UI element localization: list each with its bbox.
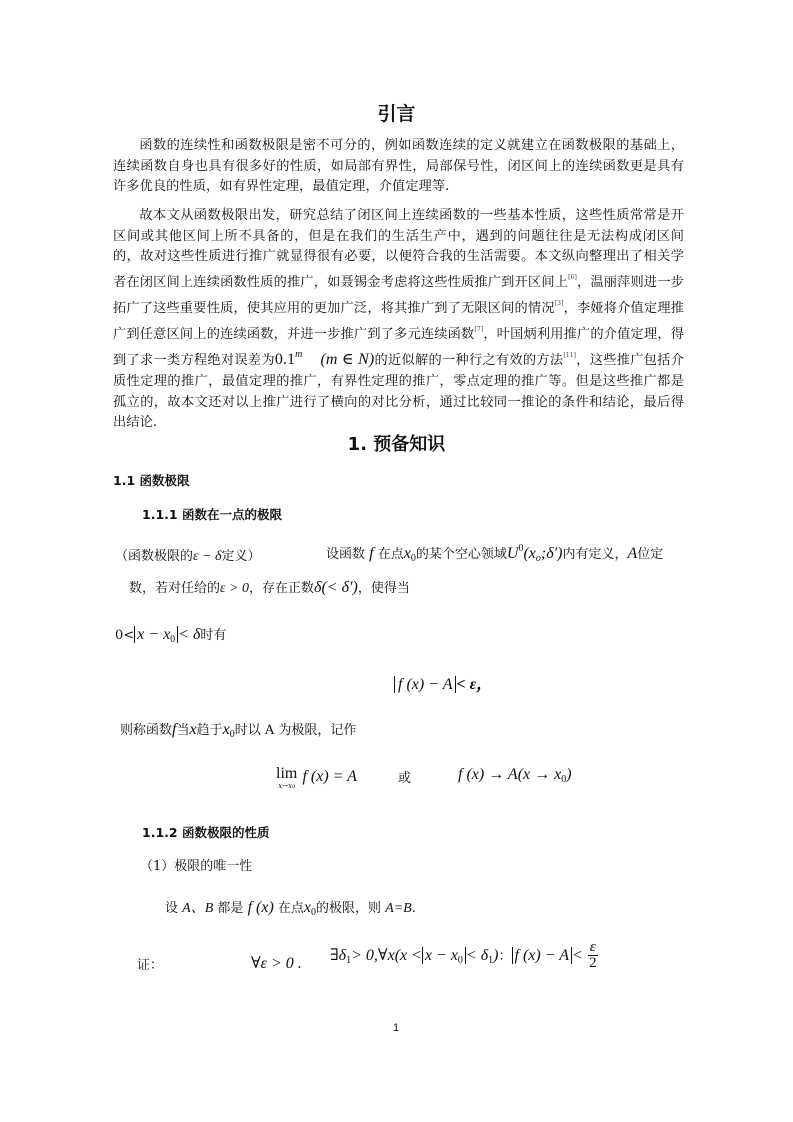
m-in-n-math: (m ∈ N) <box>320 351 375 369</box>
citation-11: [11] <box>563 352 577 360</box>
property-1-statement: 设 A、B 都是 f (x) 在点$x_0$的极限，则 A=B. <box>165 899 416 918</box>
intro-p2-text-b: ，温丽萍则进一步拓广了这些重要性质，使其应用的更加广泛，将其推广到了无限区间的情况 <box>113 275 684 316</box>
intro-p2-text-c: ，李娅将介值定理推广到任意区间上的连续函数，并进一步推广到了多元连续函数 <box>113 300 684 342</box>
intro-paragraph-2 <box>113 206 684 434</box>
intro-p2-text-f: ，这些推广包括介质性定理的推广，最值定理的推广，有界性定理的推广，零点定理的推广等。但是这些推广都是孤立的，故本文还对以上推广进行了横向的对比分析，通过比较同一推论的条件和结论，最后得出结论. <box>113 353 684 431</box>
inequality-display: f (x) − A < ε， <box>394 671 492 694</box>
citation-6: [6] <box>568 274 577 282</box>
error-bound-math: 0.1$^m$ <box>274 349 303 369</box>
subsection-1-1: 1.1 函数极限 <box>113 473 190 488</box>
intro-p2-text-e: 的近似解的一种行之有效的方法 <box>374 353 564 369</box>
conclusion-line: 则称函数f当x趋于$x_0$时以 A 为极限，记作 <box>120 721 357 740</box>
citation-7: [7] <box>474 325 484 333</box>
definition-line-1-right: 设函数 f 在点$x_0$的某个空心领域$U^0(x_o;\delta')$内有定义，A位定 <box>326 543 664 564</box>
limit-display: lim x→x0 f (x) = A <box>276 765 357 790</box>
proof-forall: ∀ε > 0 . <box>251 955 302 972</box>
arrow-display: f $(x) \to A(x \to x_0)$ <box>458 766 572 785</box>
intro-paragraph-1: 函数的连续性和函数极限是密不可分的，例如函数连续的定义就建立在函数极限的基础上，连续函数自身也具有很多好的性质，如局部有界性，局部保号性，闭区间上的连续函数更是具有许多优良的性质，如有界性定理，最值定理，介值定理等. <box>113 138 684 195</box>
definition-line-1: （函数极限的ε − δ定义） <box>115 549 261 564</box>
citation-3: [3] <box>554 299 564 307</box>
definition-line-2: 数，若对任给的ε > 0，存在正数δ(< δ′)，使得当 <box>129 579 410 596</box>
subsection-1-1-1: 1.1.1 函数在一点的极限 <box>142 507 282 522</box>
or-word: 或 <box>398 771 412 786</box>
intro-p2-text-a: 故本文从函数极限出发，研究总结了闭区间上连续函数的一些基本性质，这些性质常常是开区间或其他区间上所不具备的，但是在我们的生活生产中，遇到的问题往往是无法构成闭区间的，故对这些性质进行推广就显得很有必要，以便符合我的生活需要。本文纵向整理出了相关学者在闭区间上连续函数性质的推广，如聂锡金考虑将这些性质推广到开区间上 <box>113 208 684 291</box>
condition-line: $0< x - x_0 < \delta$时有 <box>115 626 227 645</box>
intro-p2-text-d: ，叶国炳利用推广的介值定理，得到了求一类方程绝对误差为 <box>113 326 684 369</box>
epsilon-over-two: $\frac{\varepsilon}{2}$ <box>589 939 597 971</box>
section-heading-1: 1. 预备知识 <box>347 434 446 455</box>
proof-exists: $\exists\delta_1>$ 0,∀x(x < $x - x_0 < \delta_1$)： f (x) − A < $\frac{\varepsilon}{2}$ <box>330 939 597 971</box>
page-number: 1 <box>393 1022 400 1034</box>
page-title: 引言 <box>377 103 416 125</box>
property-1-heading: （1）极限的唯一性 <box>140 859 253 874</box>
proof-label: 证： <box>137 958 164 973</box>
subsection-1-1-2: 1.1.2 函数极限的性质 <box>142 825 270 840</box>
